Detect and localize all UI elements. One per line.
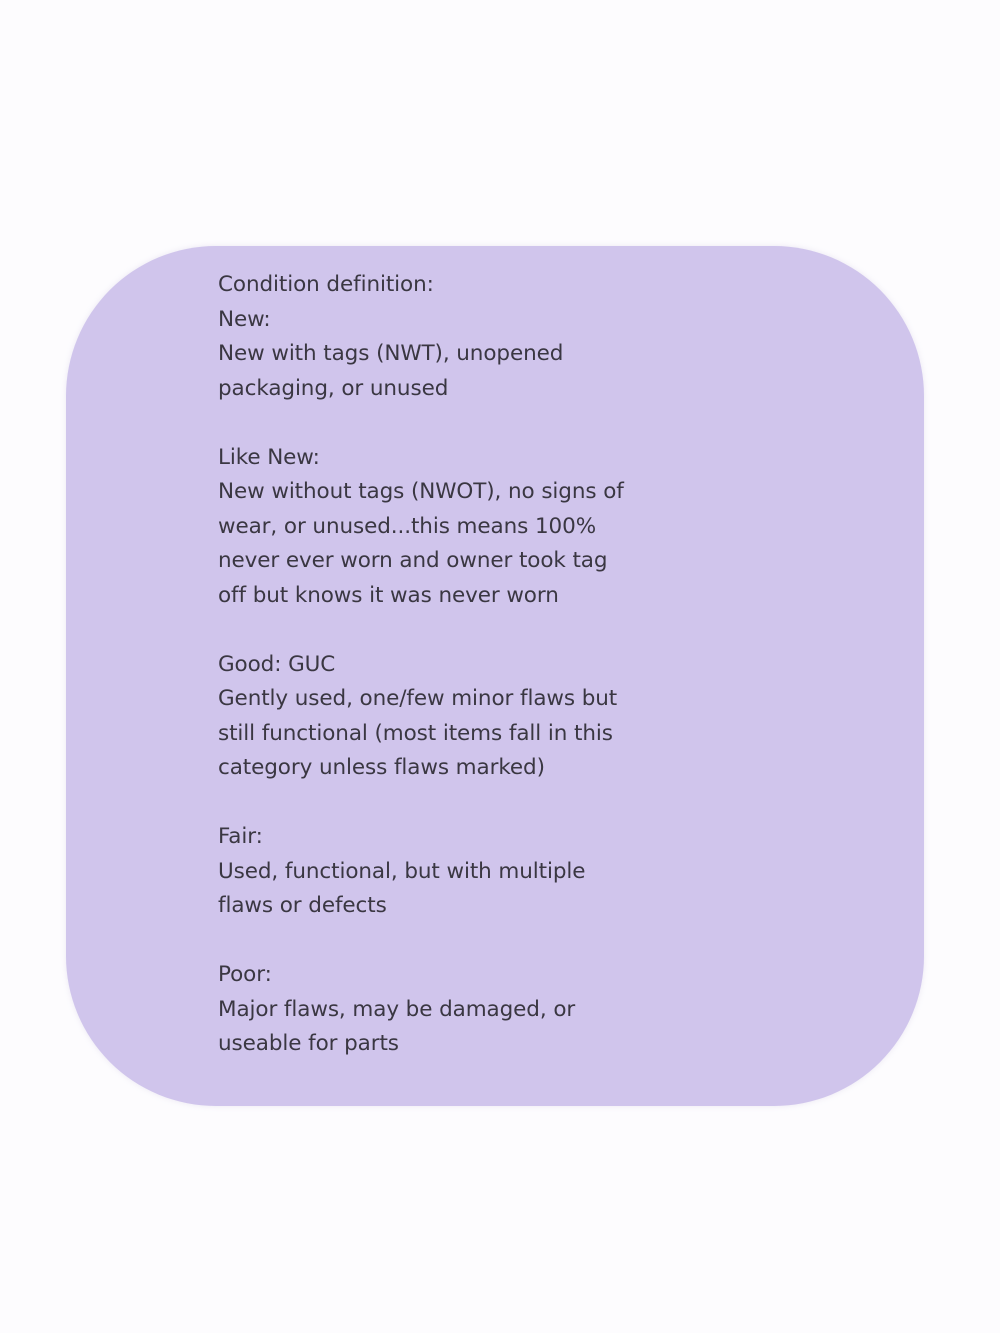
section-line: Used, functional, but with multiple: [218, 858, 586, 884]
spacer: [218, 924, 878, 959]
section-label-poor: Poor:: [218, 962, 272, 987]
section-label-good: Good: GUC: [218, 651, 336, 677]
section-label-like-new: Like New:: [218, 444, 320, 470]
section-line: still functional (most items fall in this: [218, 720, 613, 746]
section-line: packaging, or unused: [218, 375, 449, 401]
heading: Condition definition:: [218, 272, 434, 297]
section-label-new: New:: [218, 306, 271, 332]
spacer: [218, 786, 878, 821]
section-line: category unless flaws marked): [218, 755, 545, 780]
section-line: New without tags (NWOT), no signs of: [218, 479, 624, 504]
section-line: New with tags (NWT), unopened: [218, 341, 564, 366]
section-line: useable for parts: [218, 1031, 399, 1056]
spacer: [218, 613, 878, 648]
condition-card: [66, 246, 924, 1106]
section-line: off but knows it was never worn: [218, 582, 559, 608]
section-line: Major flaws, may be damaged, or: [218, 996, 576, 1022]
section-line: flaws or defects: [218, 893, 387, 918]
section-line: never ever worn and owner took tag: [218, 548, 608, 573]
section-label-fair: Fair:: [218, 824, 263, 849]
section-line: wear, or unused...this means 100%: [218, 513, 597, 539]
spacer: [218, 406, 878, 441]
condition-text: [218, 268, 878, 1062]
section-line: Gently used, one/few minor flaws but: [218, 686, 618, 711]
